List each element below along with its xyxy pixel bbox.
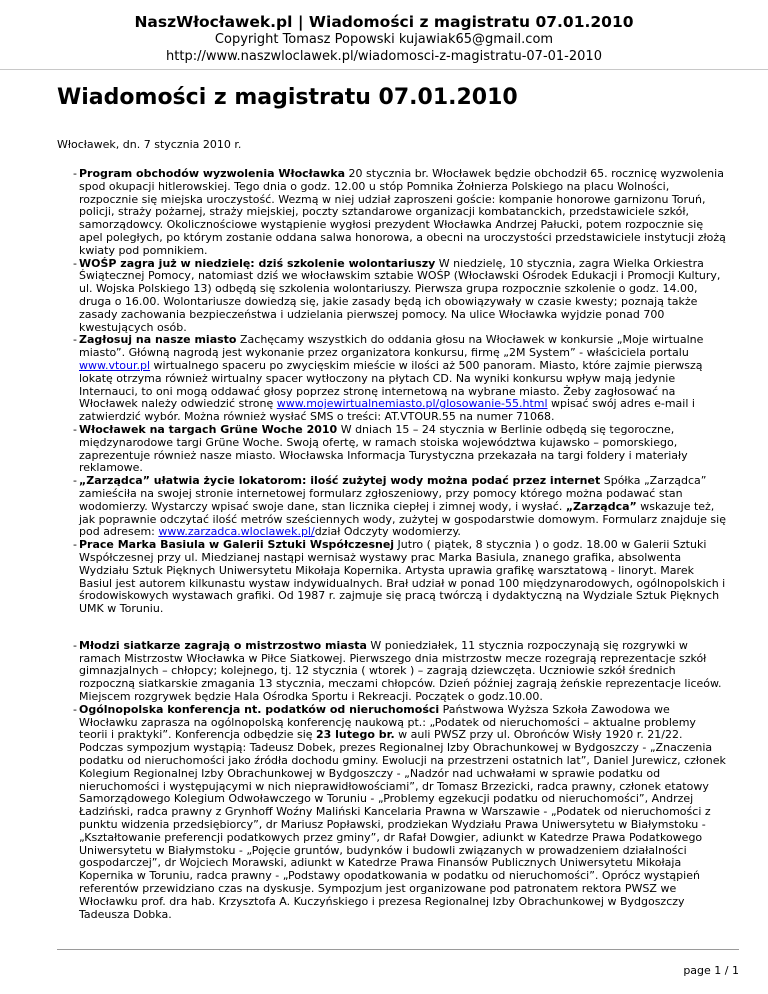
- list-item: - Włocławek na targach Grüne Woche 2010 W dniach 15 – 24 stycznia w Berlinie odbędą się tegoroczne, międzynarodowe targi Grüne Woche. Swoją ofertę, w ramach stoiska województwa kujawsko – pomorskiego, zaprezentuje również nasze miasto. Włocławska Informacja Turystyczna przekazała na targi foldery i materiały reklamowe.: [73, 422, 688, 475]
- article-title: Wiadomości z magistratu 07.01.2010: [57, 85, 518, 110]
- item-text: w auli PWSZ przy ul. Obrońców Wisły 1920 r. 21/22. Podczas sympozjum wystąpią: Tadeusz Dobek, prezes Regionalnej Izby Obrachunkowej w Bydgoszczy - „Znaczenia podatku od nieruchomości jako źródła dochodu gminy. Ewolucji na przestrzeni ostatnich lat”, Daniel Jurewicz, członek Kolegium Regionalnej Izby Obrachunkowej w Bydgoszczy - „Nadzór nad uchwałami w sprawie podatku od nieruchomości i występującymi w nich nieprawidłowościami”, dr Tomasz Brzezicki, radca prawny, członek etatowy Samorządowego Kolegium Odwoławczego w Toruniu - „Problemy egzekucji podatku od nieruchomości”, Andrzej Ładziński, radca prawny z Grynhoff Woźny Maliński Kancelaria Prawna w Warszawie - „Podatek od nieruchomości z punktu widzenia przedsiębiorcy”, dr Mariusz Popławski, prodziekan Wydziału Prawa Uniwersytetu w Białymstoku - „Kształtowanie preferencji podatkowych przez gminy”, dr Rafał Dowgier, adiunkt w Katedrze Prawa Podatkowego Uniwersytetu w Białymstoku - „Pojęcie gruntów, budynków i budowli związanych w prowadzeniem działalności gospodarczej”, dr Wojciech Morawski, adiunkt w Katedrze Prawa Finansów Publicznych Uniwersytetu Mikołaja Kopernika w Toruniu, radca prawny - „Podstawy opodatkowania w podatku od nieruchomości”. Oprócz wystąpień referentów przewidziano czas na dyskusje. Sympozjum jest organizowane pod patronatem rektora PWSZ we Włocławku prof. dra hab. Krzysztofa A. Kuczyńskiego i prezesa Regionalnej Izby Obrachunkowej w Bydgoszczy Tadeusza Dobka.: [79, 728, 726, 921]
- footer-divider: [57, 949, 739, 950]
- zarzadca-link[interactable]: www.zarzadca.wloclawek.pl/: [158, 525, 315, 539]
- item-heading: Ogólnopolska konferencja nt. podatków od nieruchomości: [79, 702, 440, 716]
- section-gap: [57, 616, 727, 640]
- item-text: Zachęcamy wszystkich do oddania głosu na Włocławek w konkursie „Moje wirtualne miasto”. Główną nagrodą jest wykonanie przez organizatora konkursu, firmę „2M System” - właściciela portalu: [79, 333, 704, 360]
- list-item: - „Zarządca” ułatwia życie lokatorom: ilość zużytej wody można podać przez internet Spółka „Zarządca” zamieściła na swojej stronie internetowej formularz zgłoszeniowy, przy pomocy którego można podawać stan wodomierzy. Wystarczy wpisać swoje dane, stan licznika ciepłej i zimnej wody, i wysłać. „Zarządca” wskazuje też, jak poprawnie odczytać ilość metrów sześciennych wody, zużytej w gospodarstwie domowym. Formularz znajduje się pod adresem: www.zarzadca.wloclawek.pl/dział Odczyty wodomierzy.: [73, 474, 726, 539]
- article-dateline: Włocławek, dn. 7 stycznia 2010 r.: [57, 138, 242, 151]
- list-item: - Program obchodów wyzwolenia Włocławka 20 stycznia br. Włocławek będzie obchodził 65. rocznicę wyzwolenia spod okupacji hitlerowskiej. Tego dnia o godz. 12.00 u stóp Pomnika Żołnierza Polskiego na placu Wolności, rozpocznie się miejska uroczystość. Wezmą w niej udział zaproszeni goście: kompanie honorowe garnizonu Toruń, policji, straży pożarnej, straży miejskiej, poczty sztandarowe organizacji kombatanckich, przedstawiciele szkół, samorządowcy. Okolicznościowe wystąpienie wygłosi prezydent Włocławka Andrzej Pałucki, potem rozpocznie się apel poległych, po którym zostanie oddana salwa honorowa, a obecni na uroczystości przedstawiciele instytucji złożą kwiaty pod pomnikiem.: [73, 167, 726, 257]
- item-text: Spółka „Zarządca” zamieściła na swojej stronie internetowej formularz zgłoszeniowy, przy pomocy którego można podawać stan wodomierzy. Wystarczy wpisać swoje dane, stan licznika ciepłej i zimnej wody, i wysłać.: [79, 474, 707, 513]
- item-heading: Włocławek na targach Grüne Woche 2010: [79, 422, 338, 436]
- item-text: dział Odczyty wodomierzy.: [314, 525, 461, 539]
- item-text: W niedzielę, 10 stycznia, zagra Wielka Orkiestra Świątecznej Pomocy, natomiast dziś we włocławskim sztabie WOŚP (Włocławski Ośrodek Edukacji i Promocji Kultury, ul. Wojska Polskiego 13) odbędą się szkolenia wolontariuszy. Pierwsza grupa rozpocznie szkolenie o godz. 14.00, druga o 16.00. Wolontariusze dowiedzą się, jakie zasady będą ich obowiązywały w czasie kwesty; poznają także zasady zachowania bezpieczeństwa i udzielania pierwszej pomocy. Na ulice Włocławka wyjdzie ponad 700 kwestujących osób.: [79, 256, 721, 334]
- item-bold-inline: „Zarządca”: [565, 499, 637, 513]
- item-heading: Młodzi siatkarze zagrają o mistrzostwo miasta: [79, 638, 367, 652]
- item-heading: Program obchodów wyzwolenia Włocławka: [79, 167, 346, 180]
- header-copyright: Copyright Tomasz Popowski kujawiak65@gmail.com: [214, 32, 554, 47]
- item-text: W poniedziałek, 11 stycznia rozpoczynają się rozgrywki w ramach Mistrzostw Włocławka w Piłce Siatkowej. Pierwszego dnia mistrzostw mecze rozegrają reprezentacje szkół gimnazjalnych – chłopcy; kolejnego, tj. 12 stycznia ( wtorek ) – zagrają dziewczęta. Uczniowie szkół średnich rozpoczną siatkarskie zmagania 13 stycznia, meczami chłopców. Dzień później zagrają żeńskie reprezentacje liceów. Miejscem rozgrywek będzie Hala Ośrodka Sportu i Rekreacji. Początek o godz.10.00.: [79, 638, 722, 704]
- item-text: wpisać swój adres e-mail i zatwierdzić wybór. Można również wysłać SMS o treści: AT.VTOUR.55 na numer 71068.: [79, 397, 695, 424]
- header-url: http://www.naszwloclawek.pl/wiadomosci-z-magistratu-07-01-2010: [166, 49, 602, 64]
- list-item: - Ogólnopolska konferencja nt. podatków od nieruchomości Państwowa Wyższa Szkoła Zawodowa we Włocławku zaprasza na ogólnopolską konferencję naukową pt.: „Podatek od nieruchomości – aktualne problemy teorii i praktyki”. Konferencja odbędzie się 23 lutego br. w auli PWSZ przy ul. Obrońców Wisły 1920 r. 21/22. Podczas sympozjum wystąpią: Tadeusz Dobek, prezes Regionalnej Izby Obrachunkowej w Bydgoszczy - „Znaczenia podatku od nieruchomości jako źródła dochodu gminy. Ewolucji na przestrzeni ostatnich lat”, Daniel Jurewicz, członek Kolegium Regionalnej Izby Obrachunkowej w Bydgoszczy - „Nadzór nad uchwałami w sprawie podatku od nieruchomości i występującymi w nich nieprawidłowościami”, dr Tomasz Brzezicki, radca prawny, członek etatowy Samorządowego Kolegium Odwoławczego w Toruniu - „Problemy egzekucji podatku od nieruchomości”, Andrzej Ładziński, radca prawny z Grynhoff Woźny Maliński Kancelaria Prawna w Warszawie - „Podatek od nieruchomości z punktu widzenia przedsiębiorcy”, dr Mariusz Popławski, prodziekan Wydziału Prawa Uniwersytetu w Białymstoku - „Kształtowanie preferencji podatkowych przez gminy”, dr Rafał Dowgier, adiunkt w Katedrze Prawa Podatkowego Uniwersytetu w Białymstoku - „Pojęcie gruntów, budynków i budowli związanych w prowadzeniem działalności gospodarczej”, dr Wojciech Morawski, adiunkt w Katedrze Prawa Finansów Publicznych Uniwersytetu Mikołaja Kopernika w Toruniu, radca prawny - „Podstawy opodatkowania w podatku od nieruchomości”. Oprócz wystąpień referentów przewidziano czas na dyskusje. Sympozjum jest organizowane pod patronatem rektora PWSZ we Włocławku prof. dra hab. Krzysztofa A. Kuczyńskiego i prezesa Regionalnej Izby Obrachunkowej w Bydgoszczy Tadeusza Dobka.: [73, 702, 726, 921]
- voting-link[interactable]: www.mojewirtualnemiasto.pl/glosowanie-55.html: [276, 397, 548, 411]
- news-list: [57, 168, 727, 921]
- page-number: page 1 / 1: [683, 964, 739, 977]
- item-text: 20 stycznia br. Włocławek będzie obchodził 65. rocznicę wyzwolenia spod okupacji hitlerowskiej. Tego dnia o godz. 12.00 u stóp Pomnika Żołnierza Polskiego na placu Wolności, rozpocznie się miejska uroczystość. Wezmą w niej udział zaproszeni goście: kompanie honorowe garnizonu Toruń, policji, straży pożarnej, straży miejskiej, poczty sztandarowe organizacji kombatanckich, przedstawiciele szkół, samorządowcy. Okolicznościowe wystąpienie wygłosi prezydent Włocławka Andrzej Pałucki, potem rozpocznie się apel poległych, po którym zostanie oddana salwa honorowa, a obecni na uroczystości przedstawiciele instytucji złożą kwiaty pod pomnikiem.: [79, 167, 726, 257]
- document-header: [0, 0, 768, 70]
- header-title: NaszWłocławek.pl | Wiadomości z magistratu 07.01.2010: [134, 13, 634, 31]
- item-text: wskazuje też, jak poprawnie odczytać ilość metrów sześciennych wody, zużytej w gospodarstwie domowym. Formularz znajduje się pod adresem:: [79, 499, 726, 539]
- item-text: Jutro ( piątek, 8 stycznia ) o godz. 18.00 w Galerii Sztuki Współczesnej przy ul. Miedzianej nastąpi wernisaż wystawy prac Marka Basiula, znanego grafika, absolwenta Wydziału Sztuk Pięknych Uniwersytetu Mikołaja Kopernika. Artysta uprawia grafikę warsztatową - linoryt. Marek Basiul jest autorem kilkunastu wystaw indywidualnych. Brał udział w ponad 100 międzynarodowych, ogólnopolskich i środowiskowych wystawach grafiki. Od 1987 r. zajmuje się pracą twórczą i dydaktyczną na Wydziale Sztuk Pięknych UMK w Toruniu.: [79, 538, 726, 616]
- item-text: Państwowa Wyższa Szkoła Zawodowa we Włocławku zaprasza na ogólnopolską konferencję naukową pt.: „Podatek od nieruchomości – aktualne problemy teorii i praktyki”. Konferencja odbędzie się: [79, 702, 696, 742]
- item-bold-inline: 23 lutego br.: [316, 728, 395, 742]
- list-item: - WOŚP zagra już w niedzielę: dziś szkolenie wolontariuszy W niedzielę, 10 stycznia, zagra Wielka Orkiestra Świątecznej Pomocy, natomiast dziś we włocławskim sztabie WOŚP (Włocławski Ośrodek Edukacji i Promocji Kultury, ul. Wojska Polskiego 13) odbędą się szkolenia wolontariuszy. Pierwsza grupa rozpocznie szkolenie o godz. 14.00, druga o 16.00. Wolontariusze dowiedzą się, jakie zasady będą ich obowiązywały w czasie kwesty; poznają także zasady zachowania bezpieczeństwa i udzielania pierwszej pomocy. Na ulice Włocławka wyjdzie ponad 700 kwestujących osób.: [73, 256, 721, 334]
- vtour-link[interactable]: www.vtour.pl: [79, 358, 151, 372]
- item-heading: WOŚP zagra już w niedzielę: dziś szkolenie wolontariuszy: [79, 256, 436, 270]
- item-text: wirtualnego spaceru po zwycięskim mieście w ilości aż 500 panoram. Miasto, które zajmie pierwszą lokatę otrzyma również wirtualny spacer wytłoczony na płytach CD. Na wyniki konkursu wpływ mają jedynie Internauci, to oni mogą oddawać głosy poprzez stronę internetową na wybrane miasto. Żeby zagłosować na Włocławek należy odwiedzić stronę: [79, 358, 703, 411]
- list-item: - Młodzi siatkarze zagrają o mistrzostwo miasta W poniedziałek, 11 stycznia rozpoczynają się rozgrywki w ramach Mistrzostw Włocławka w Piłce Siatkowej. Pierwszego dnia mistrzostw mecze rozegrają reprezentacje szkół gimnazjalnych – chłopcy; kolejnego, tj. 12 stycznia ( wtorek ) – zagrają dziewczęta. Uczniowie szkół średnich rozpoczną siatkarskie zmagania 13 stycznia, meczami chłopców. Dzień później zagrają żeńskie reprezentacje liceów. Miejscem rozgrywek będzie Hala Ośrodka Sportu i Rekreacji. Początek o godz.10.00.: [73, 638, 722, 704]
- list-item: - Prace Marka Basiula w Galerii Sztuki Współczesnej Jutro ( piątek, 8 stycznia ) o godz. 18.00 w Galerii Sztuki Współczesnej przy ul. Miedzianej nastąpi wernisaż wystawy prac Marka Basiula, znanego grafika, absolwenta Wydziału Sztuk Pięknych Uniwersytetu Mikołaja Kopernika. Artysta uprawia grafikę warsztatową - linoryt. Marek Basiul jest autorem kilkunastu wystaw indywidualnych. Brał udział w ponad 100 międzynarodowych, ogólnopolskich i środowiskowych wystawach grafiki. Od 1987 r. zajmuje się pracą twórczą i dydaktyczną na Wydziale Sztuk Pięknych UMK w Toruniu.: [73, 538, 726, 616]
- item-heading: „Zarządca” ułatwia życie lokatorom: ilość zużytej wody można podać przez internet: [79, 474, 601, 488]
- item-text: W dniach 15 – 24 stycznia w Berlinie odbędą się tegoroczne, międzynarodowe targi Grüne Woche. Swoją ofertę, w ramach stoiska województwa kujawsko – pomorskiego, zaprezentuje również nasze miasto. Włocławska Informacja Turystyczna przekazała na targi foldery i materiały reklamowe.: [79, 422, 688, 475]
- item-heading: Zagłosuj na nasze miasto: [79, 333, 237, 347]
- item-heading: Prace Marka Basiula w Galerii Sztuki Współczesnej: [79, 538, 395, 552]
- list-item: - Zagłosuj na nasze miasto Zachęcamy wszystkich do oddania głosu na Włocławek w konkursie „Moje wirtualne miasto”. Główną nagrodą jest wykonanie przez organizatora konkursu, firmę „2M System” - właściciela portalu www.vtour.pl wirtualnego spaceru po zwycięskim mieście w ilości aż 500 panoram. Miasto, które zajmie pierwszą lokatę otrzyma również wirtualny spacer wytłoczony na płytach CD. Na wyniki konkursu wpływ mają jedynie Internauci, to oni mogą oddawać głosy poprzez stronę internetową na wybrane miasto. Żeby zagłosować na Włocławek należy odwiedzić stronę www.mojewirtualnemiasto.pl/glosowanie-55.html wpisać swój adres e-mail i zatwierdzić wybór. Można również wysłać SMS o treści: AT.VTOUR.55 na numer 71068.: [73, 333, 704, 424]
